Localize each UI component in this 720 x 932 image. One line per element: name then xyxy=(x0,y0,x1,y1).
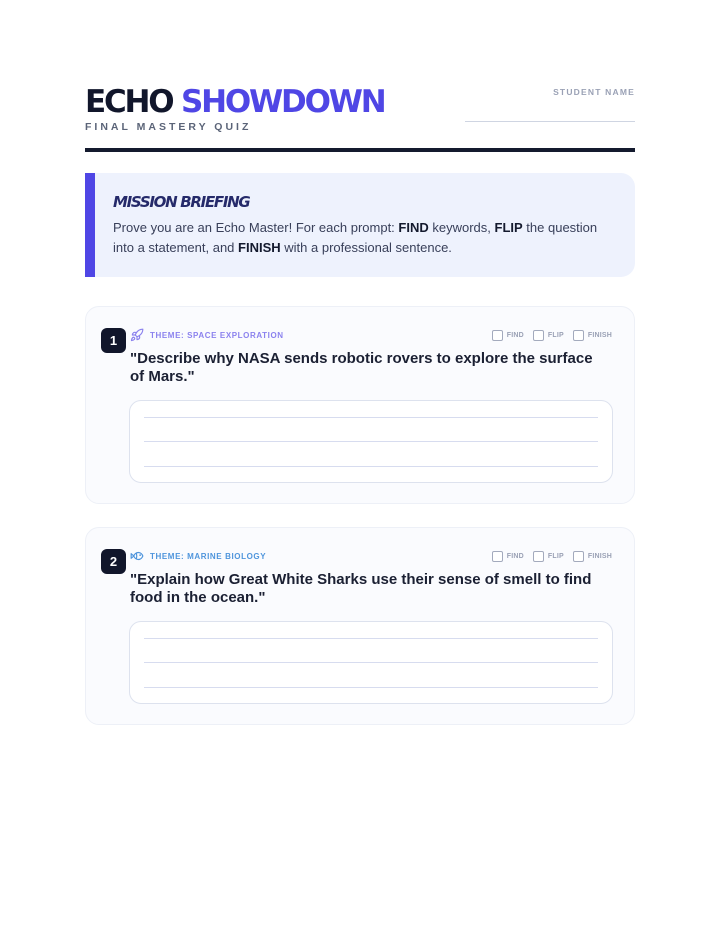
briefing-keyword-flip: FLIP xyxy=(494,220,523,235)
mission-briefing xyxy=(85,173,635,277)
check-find[interactable] xyxy=(492,330,524,341)
title-echo: ECHO xyxy=(85,84,173,120)
briefing-text xyxy=(113,218,613,258)
check-label: FLIP xyxy=(547,332,564,339)
question-card-2 xyxy=(85,527,635,725)
briefing-keyword-finish: FINISH xyxy=(238,240,281,255)
checkbox[interactable] xyxy=(533,330,544,341)
answer-line xyxy=(144,417,598,418)
header-divider xyxy=(85,148,635,152)
question-number: 1 xyxy=(101,328,126,353)
answer-line xyxy=(144,662,598,663)
checklist xyxy=(483,330,612,341)
quiz-page xyxy=(85,0,635,932)
rocket-icon xyxy=(130,328,144,342)
header xyxy=(85,84,635,150)
question-text: "Describe why NASA sends robotic rovers to explore the surface of Mars." xyxy=(130,350,593,385)
checklist xyxy=(483,551,612,562)
check-label: FINISH xyxy=(587,553,612,560)
fish-icon xyxy=(130,549,144,563)
question-text: "Explain how Great White Sharks use their sense of smell to find food in the ocean." xyxy=(130,571,592,606)
check-finish[interactable] xyxy=(573,551,612,562)
briefing-text-part: Prove you are an Echo Master! For each prompt: xyxy=(113,220,399,235)
check-finish[interactable] xyxy=(573,330,612,341)
briefing-text-part: keywords, xyxy=(428,220,495,235)
question-theme: THEME: SPACE EXPLORATION xyxy=(150,331,284,340)
answer-box[interactable] xyxy=(129,621,613,704)
check-label: FLIP xyxy=(547,553,564,560)
briefing-text-part: the question into a statement, and xyxy=(113,220,598,255)
check-find[interactable] xyxy=(492,551,524,562)
briefing-title: MISSION BRIEFING xyxy=(113,193,250,211)
checkbox[interactable] xyxy=(492,330,503,341)
answer-line xyxy=(144,687,598,688)
answer-line xyxy=(144,441,598,442)
briefing-keyword-find: FIND xyxy=(398,220,429,235)
check-label: FIND xyxy=(506,332,524,339)
answer-line xyxy=(144,638,598,639)
page-title xyxy=(85,84,384,120)
checkbox[interactable] xyxy=(573,551,584,562)
student-name-field[interactable] xyxy=(465,121,635,122)
question-card-1 xyxy=(85,306,635,504)
check-flip[interactable] xyxy=(533,330,564,341)
checkbox[interactable] xyxy=(533,551,544,562)
check-label: FINISH xyxy=(587,332,612,339)
briefing-text-part: with a professional sentence. xyxy=(280,240,452,255)
question-number: 2 xyxy=(101,549,126,574)
page-subtitle: FINAL MASTERY QUIZ xyxy=(85,121,252,133)
checkbox[interactable] xyxy=(492,551,503,562)
check-flip[interactable] xyxy=(533,551,564,562)
check-label: FIND xyxy=(506,553,524,560)
title-showdown: SHOWDOWN xyxy=(181,84,385,120)
answer-line xyxy=(144,466,598,467)
question-theme: THEME: MARINE BIOLOGY xyxy=(150,552,267,561)
checkbox[interactable] xyxy=(573,330,584,341)
answer-box[interactable] xyxy=(129,400,613,483)
student-name-label: STUDENT NAME xyxy=(553,87,635,97)
